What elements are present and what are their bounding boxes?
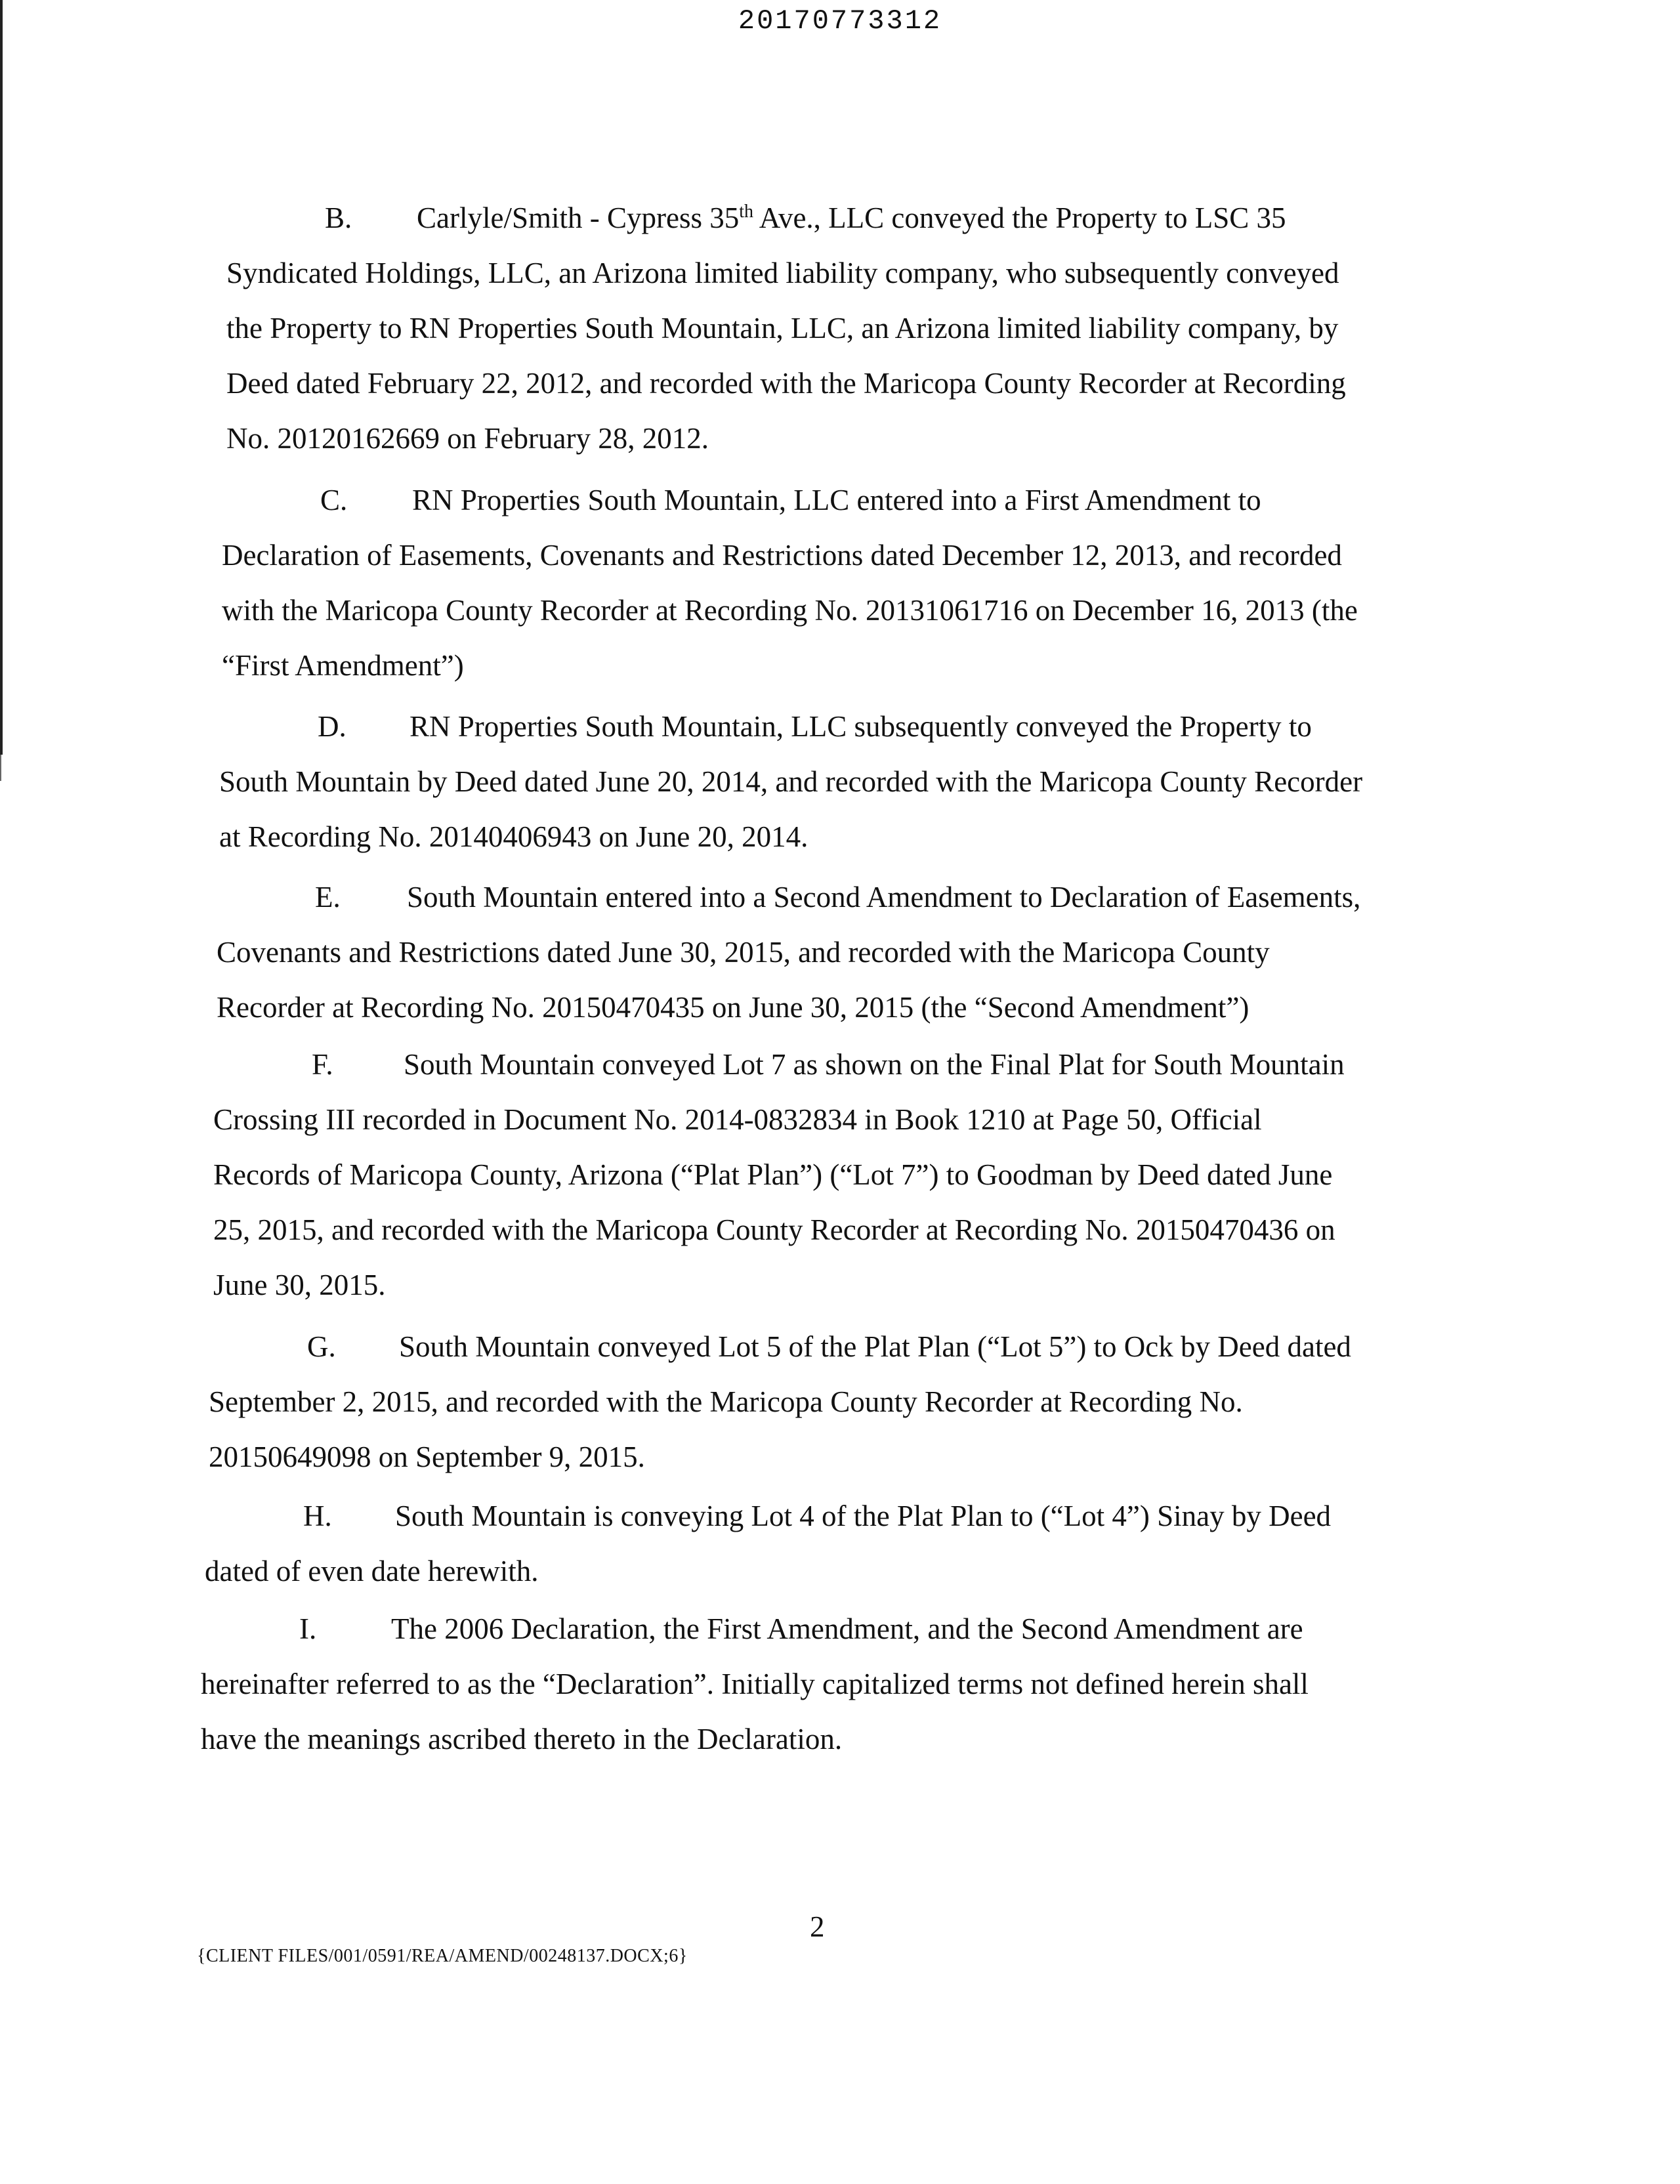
recital-paragraph-e: [217, 870, 1360, 1035]
paragraph-label: I.: [299, 1612, 317, 1645]
paragraph-text: The 2006 Declaration, the First Amendment, and the Second Amendment are: [391, 1612, 1303, 1645]
paragraph-line: 20150649098 on September 9, 2015.: [209, 1440, 645, 1473]
paragraph-line: the Property to RN Properties South Mountain, LLC, an Arizona limited liability company, by: [226, 312, 1339, 345]
recital-paragraph-d: [219, 699, 1362, 864]
paragraph-text: Ave., LLC conveyed the Property to LSC 35: [753, 201, 1286, 234]
recital-paragraph-i: [201, 1601, 1309, 1767]
paragraph-label: D.: [318, 710, 346, 743]
recording-number-header: 20170773312: [738, 5, 942, 37]
paragraph-line: June 30, 2015.: [213, 1269, 386, 1301]
paragraph-label: B.: [325, 201, 352, 234]
recital-paragraph-c: [222, 472, 1358, 693]
paragraph-line: Covenants and Restrictions dated June 30, 2015, and recorded with the Maricopa County: [217, 936, 1270, 969]
left-edge-rule-fade: [0, 755, 1, 781]
recital-paragraph-h: [205, 1488, 1331, 1599]
left-edge-rule: [0, 0, 3, 755]
paragraph-line: Declaration of Easements, Covenants and Restrictions dated December 12, 2013, and recorded: [222, 539, 1342, 572]
paragraph-line: September 2, 2015, and recorded with the Maricopa County Recorder at Recording No.: [209, 1385, 1243, 1418]
paragraph-label: G.: [307, 1330, 336, 1363]
recital-paragraph-g: [209, 1319, 1351, 1484]
paragraph-line: Recorder at Recording No. 20150470435 on June 30, 2015 (the “Second Amendment”): [217, 991, 1250, 1024]
recital-paragraph-b: [226, 190, 1346, 466]
paragraph-text: RN Properties South Mountain, LLC subsequently conveyed the Property to: [410, 710, 1312, 743]
paragraph-line: No. 20120162669 on February 28, 2012.: [226, 422, 709, 455]
paragraph-line: at Recording No. 20140406943 on June 20, 2014.: [219, 820, 808, 853]
paragraph-line: with the Maricopa County Recorder at Recording No. 20131061716 on December 16, 2013 (the: [222, 594, 1358, 627]
paragraph-label: F.: [312, 1048, 333, 1081]
recital-paragraph-f: [213, 1037, 1345, 1312]
paragraph-line: hereinafter referred to as the “Declaration”. Initially capitalized terms not defined herein shall: [201, 1668, 1309, 1700]
paragraph-text: South Mountain conveyed Lot 7 as shown on the Final Plat for South Mountain: [404, 1048, 1345, 1081]
paragraph-line: Deed dated February 22, 2012, and recorded with the Maricopa County Recorder at Recording: [226, 367, 1346, 400]
paragraph-line: have the meanings ascribed thereto in the Declaration.: [201, 1723, 843, 1755]
paragraph-label: E.: [315, 881, 341, 914]
paragraph-line: dated of even date herewith.: [205, 1555, 539, 1587]
footer-file-path: {CLIENT FILES/001/0591/REA/AMEND/00248137.DOCX;6}: [197, 1946, 688, 1966]
paragraph-line: 25, 2015, and recorded with the Maricopa County Recorder at Recording No. 20150470436 on: [213, 1213, 1335, 1246]
paragraph-line: Syndicated Holdings, LLC, an Arizona limited liability company, who subsequently conveyed: [226, 257, 1339, 289]
paragraph-line: South Mountain by Deed dated June 20, 2014, and recorded with the Maricopa County Recorder: [219, 765, 1363, 798]
paragraph-label: H.: [303, 1500, 332, 1532]
paragraph-text: South Mountain is conveying Lot 4 of the Plat Plan to (“Lot 4”) Sinay by Deed: [395, 1500, 1332, 1532]
paragraph-line: Records of Maricopa County, Arizona (“Plat Plan”) (“Lot 7”) to Goodman by Deed dated June: [213, 1158, 1333, 1191]
paragraph-text: Carlyle/Smith - Cypress 35: [417, 201, 740, 234]
paragraph-line: “First Amendment”): [222, 649, 464, 682]
paragraph-label: C.: [320, 484, 348, 516]
paragraph-text: South Mountain entered into a Second Amendment to Declaration of Easements,: [407, 881, 1361, 914]
paragraph-text: RN Properties South Mountain, LLC entered into a First Amendment to: [412, 484, 1261, 516]
superscript-text: th: [739, 201, 754, 222]
paragraph-text: South Mountain conveyed Lot 5 of the Plat Plan (“Lot 5”) to Ock by Deed dated: [399, 1330, 1351, 1363]
paragraph-line: Crossing III recorded in Document No. 2014-0832834 in Book 1210 at Page 50, Official: [213, 1103, 1262, 1136]
page-number: 2: [810, 1910, 825, 1943]
